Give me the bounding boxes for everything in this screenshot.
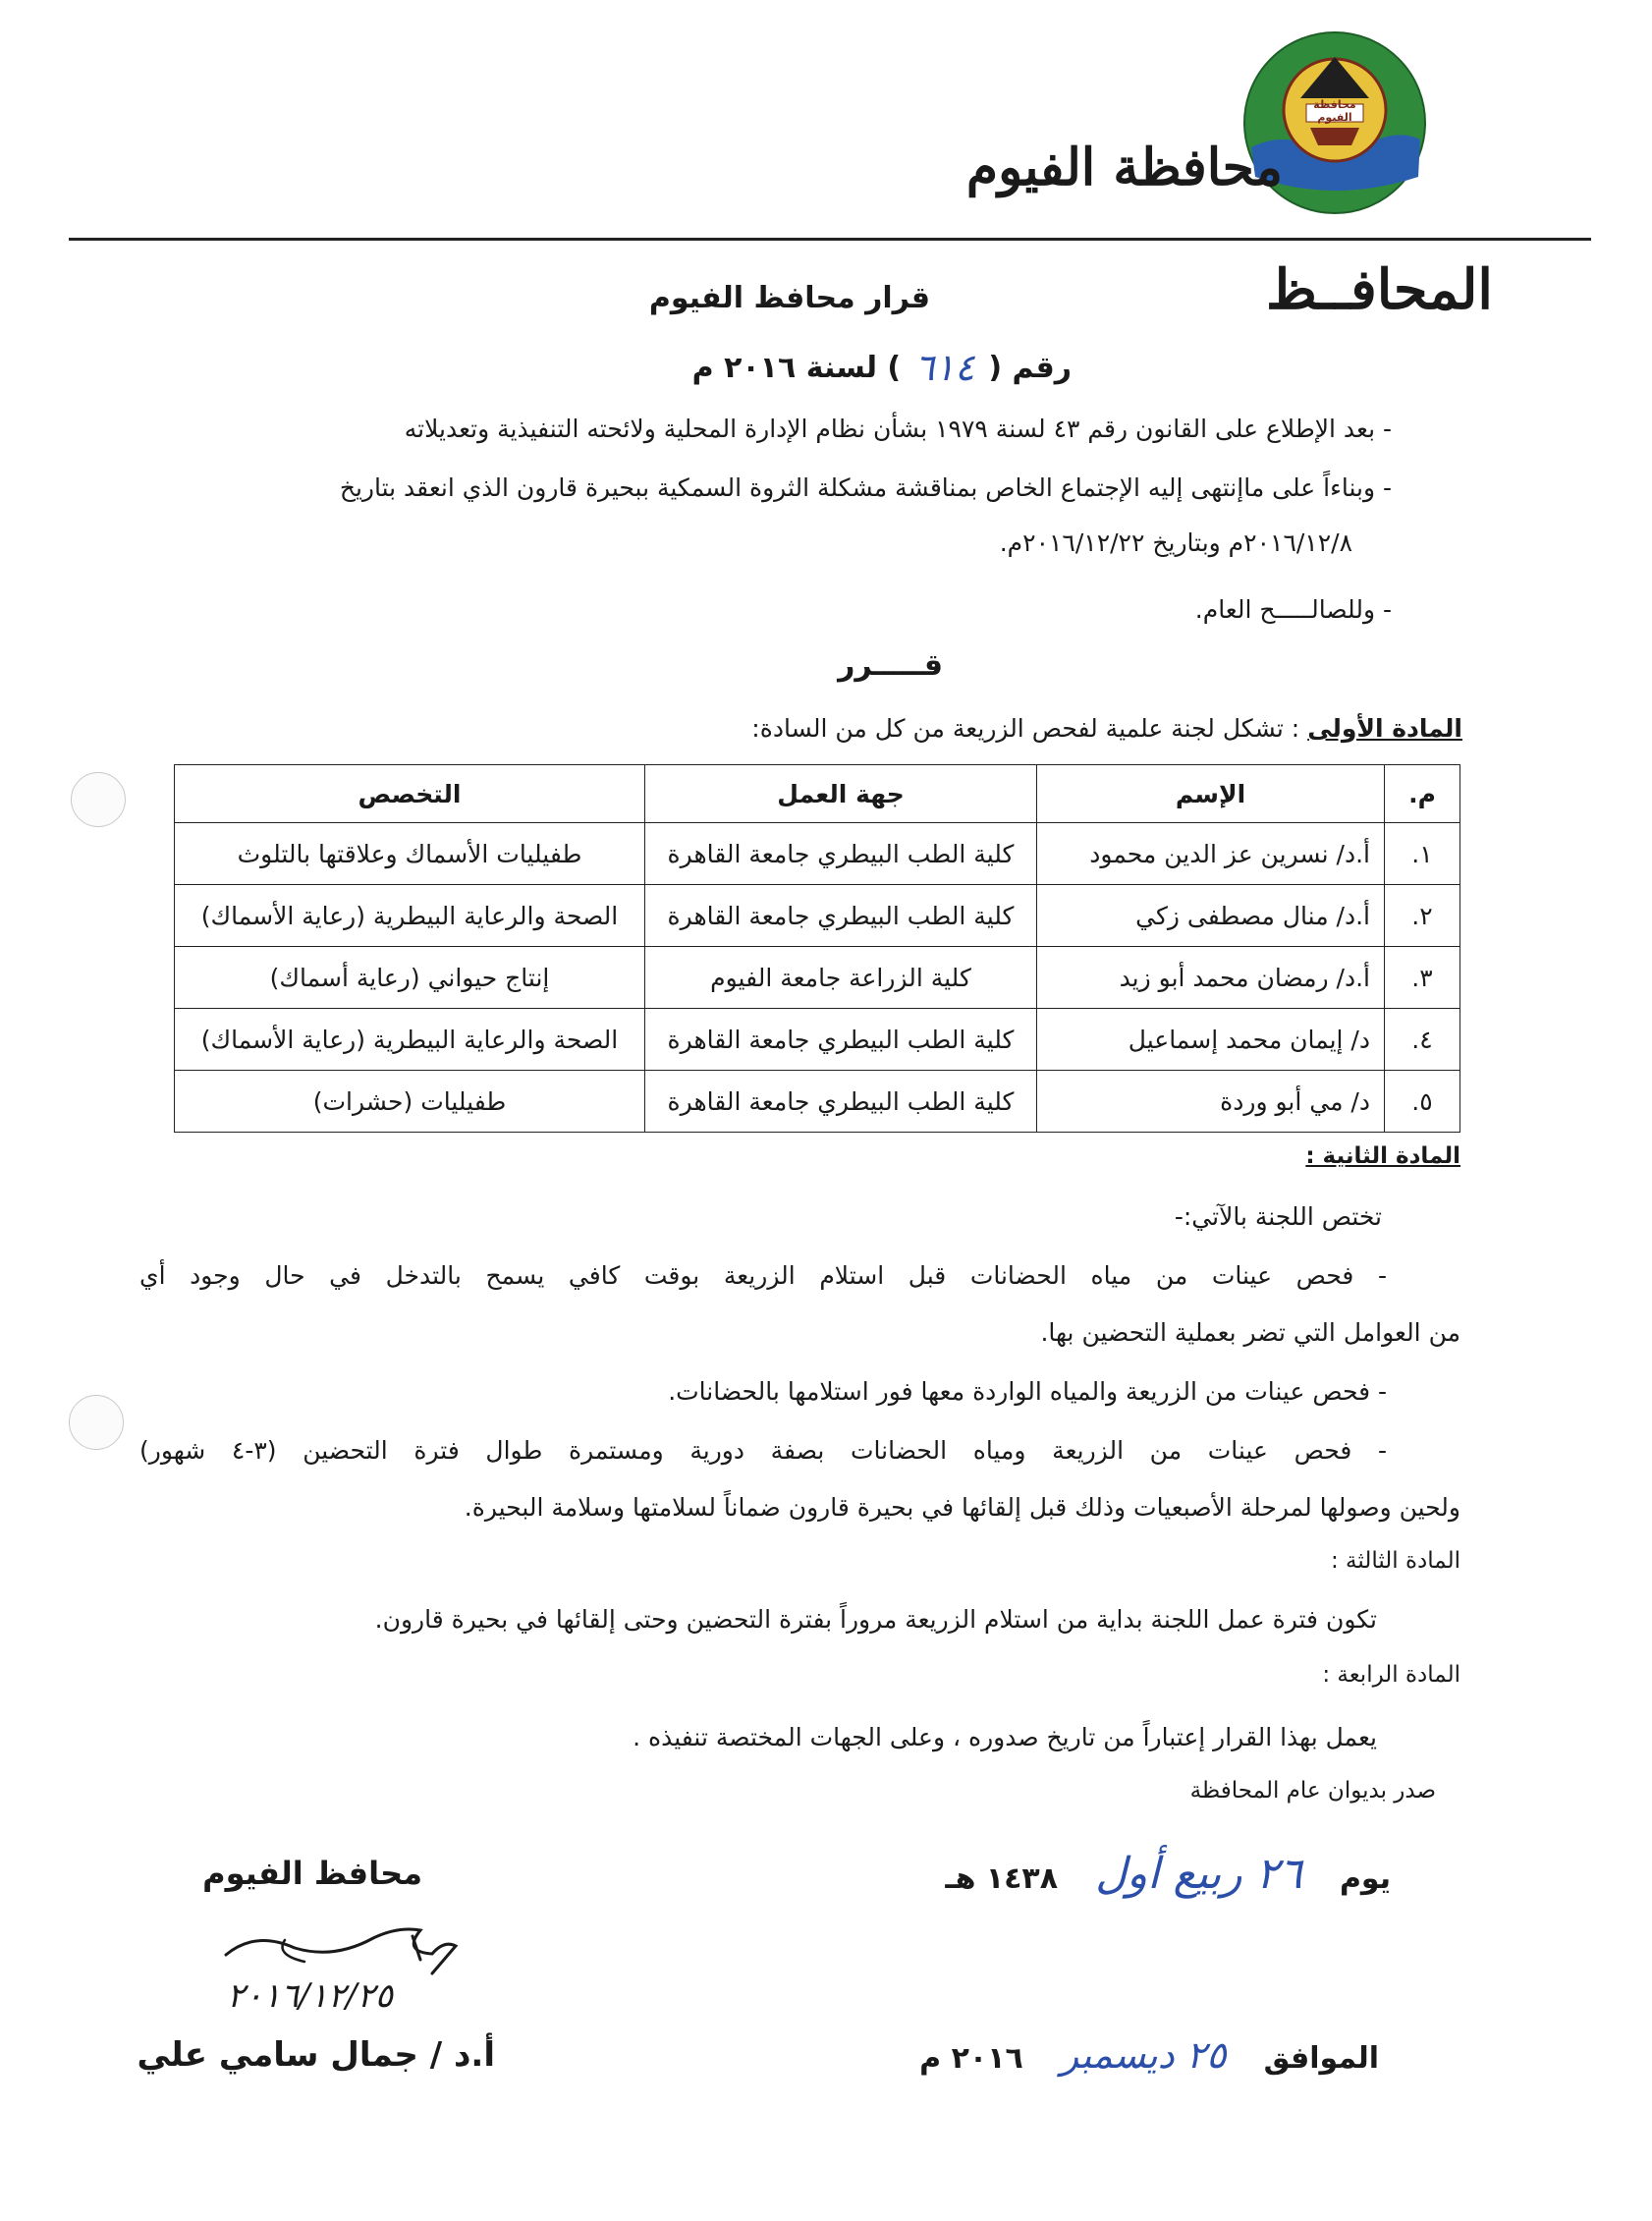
decision-number — [692, 346, 1072, 389]
row-name: أ.د/ نسرين عز الدين محمود — [1037, 823, 1385, 885]
article-2-item-2: - فحص عينات من الزريعة والمياه الواردة معها فور استلامها بالحضانات. — [668, 1377, 1387, 1406]
header-specialty: التخصص — [175, 765, 645, 823]
table-row — [175, 1071, 1460, 1133]
row-workplace: كلية الزراعة جامعة الفيوم — [645, 947, 1037, 1009]
row-name: د/ إيمان محمد إسماعيل — [1037, 1009, 1385, 1071]
row-num: ١. — [1385, 823, 1460, 885]
header-workplace: جهة العمل — [645, 765, 1037, 823]
row-workplace: كلية الطب البيطري جامعة القاهرة — [645, 823, 1037, 885]
article-1-text: : تشكل لجنة علمية لفحص الزريعة من كل من السادة: — [751, 714, 1300, 743]
signature-date: ٢٠١٦/١٢/٢٥ — [226, 1976, 393, 2016]
row-workplace: كلية الطب البيطري جامعة القاهرة — [645, 885, 1037, 947]
header-divider — [69, 238, 1591, 241]
row-workplace: كلية الطب البيطري جامعة القاهرة — [645, 1009, 1037, 1071]
decision-number-suffix: ) لسنة ٢٠١٦ م — [691, 350, 902, 385]
hijri-date-line — [945, 1849, 1391, 1899]
article-3-text: تكون فترة عمل اللجنة بداية من استلام الزريعة مروراً بفترة التحضين وحتى إلقائها في بحيرة قارون. — [374, 1605, 1377, 1634]
article-4-text: يعمل بهذا القرار إعتباراً من تاريخ صدوره ، وعلى الجهات المختصة تنفيذه . — [633, 1723, 1377, 1751]
punch-hole — [71, 772, 126, 827]
preamble-meeting: - وبناءاً على ماإنتهى إليه الإجتماع الخاص بمناقشة مشكلة الثروة السمكية ببحيرة قارون الذي انعقد بتاريخ — [339, 473, 1392, 502]
hijri-date-handwritten: ٢٦ ربيع أول — [1095, 1849, 1302, 1899]
table-header-row — [175, 765, 1460, 823]
gregorian-label: الموافق — [1263, 2041, 1379, 2076]
row-num: ٤. — [1385, 1009, 1460, 1071]
row-specialty: إنتاج حيواني (رعاية أسماك) — [175, 947, 645, 1009]
row-specialty: طفيليات الأسماك وعلاقتها بالتلوث — [175, 823, 645, 885]
signatory-title: محافظ الفيوم — [202, 1855, 422, 1892]
row-workplace: كلية الطب البيطري جامعة القاهرة — [645, 1071, 1037, 1133]
article-2-item-1-cont: من العوامل التي تضر بعملية التحضين بها. — [1040, 1318, 1460, 1347]
article-2-item-3: - فحص عينات من الزريعة ومياه الحضانات بصفة دورية ومستمرة طوال فترة التحضين (٣-٤ شهور) — [139, 1436, 1387, 1465]
hijri-year: ١٤٣٨ هـ — [945, 1861, 1059, 1896]
row-name: د/ مي أبو وردة — [1037, 1071, 1385, 1133]
table-row — [175, 885, 1460, 947]
article-2-label: المادة الثانية : — [1305, 1143, 1460, 1169]
governorate-name: محافظة الفيوم — [965, 138, 1283, 197]
preamble-law: - بعد الإطلاع على القانون رقم ٤٣ لسنة ١٩٧٩ بشأن نظام الإدارة المحلية ولائحته التنفيذية وتعديلاته — [404, 415, 1392, 443]
article-2-intro: تختص اللجنة بالآتي:- — [1174, 1202, 1382, 1231]
decision-number-handwritten: ٦١٤ — [914, 346, 975, 389]
row-name: أ.د/ رمضان محمد أبو زيد — [1037, 947, 1385, 1009]
row-num: ٢. — [1385, 885, 1460, 947]
row-num: ٣. — [1385, 947, 1460, 1009]
decision-number-prefix: رقم ( — [988, 350, 1072, 385]
logo-text: محافظة الفيوم — [1313, 98, 1356, 124]
decision-title: قرار محافظ الفيوم — [648, 281, 930, 315]
article-3-label: المادة الثالثة : — [1331, 1548, 1460, 1574]
preamble-public-interest: - وللصالـــــح العام. — [1194, 595, 1392, 624]
table-row — [175, 947, 1460, 1009]
header-name: الإسم — [1037, 765, 1385, 823]
signatory-name: أ.د / جمال سامي علي — [137, 2035, 495, 2075]
office-title: المحافــظ — [1266, 257, 1493, 322]
gregorian-date-handwritten: ٢٥ ديسمبر — [1060, 2033, 1227, 2077]
header-num: م. — [1385, 765, 1460, 823]
row-specialty: طفيليات (حشرات) — [175, 1071, 645, 1133]
committee-table — [174, 764, 1460, 1133]
article-2-item-3-cont: ولحين وصولها لمرحلة الأصبعيات وذلك قبل إلقائها في بحيرة قارون ضماناً لسلامتها وسلامة البحيرة. — [464, 1493, 1460, 1522]
decided-heading: قـــــرر — [838, 648, 943, 683]
preamble-meeting-dates: ٢٠١٦/١٢/٨م وبتاريخ ٢٠١٦/١٢/٢٢م. — [999, 528, 1352, 557]
gregorian-date-line — [919, 2033, 1379, 2077]
row-name: أ.د/ منال مصطفى زكي — [1037, 885, 1385, 947]
issued-line: صدر بديوان عام المحافظة — [1189, 1778, 1436, 1804]
day-label: يوم — [1339, 1861, 1391, 1896]
article-4-label: المادة الرابعة : — [1322, 1662, 1460, 1688]
article-2-item-1: - فحص عينات من مياه الحضانات قبل استلام الزريعة بوقت كافي يسمح بالتدخل في حال وجود أي — [139, 1261, 1387, 1290]
row-specialty: الصحة والرعاية البيطرية (رعاية الأسماك) — [175, 885, 645, 947]
punch-hole — [69, 1395, 124, 1450]
table-row — [175, 823, 1460, 885]
row-num: ٥. — [1385, 1071, 1460, 1133]
row-specialty: الصحة والرعاية البيطرية (رعاية الأسماك) — [175, 1009, 645, 1071]
gregorian-year: ٢٠١٦ م — [919, 2041, 1023, 2076]
article-1-label: المادة الأولى — [1307, 714, 1462, 743]
table-row — [175, 1009, 1460, 1071]
article-1 — [751, 714, 1462, 743]
